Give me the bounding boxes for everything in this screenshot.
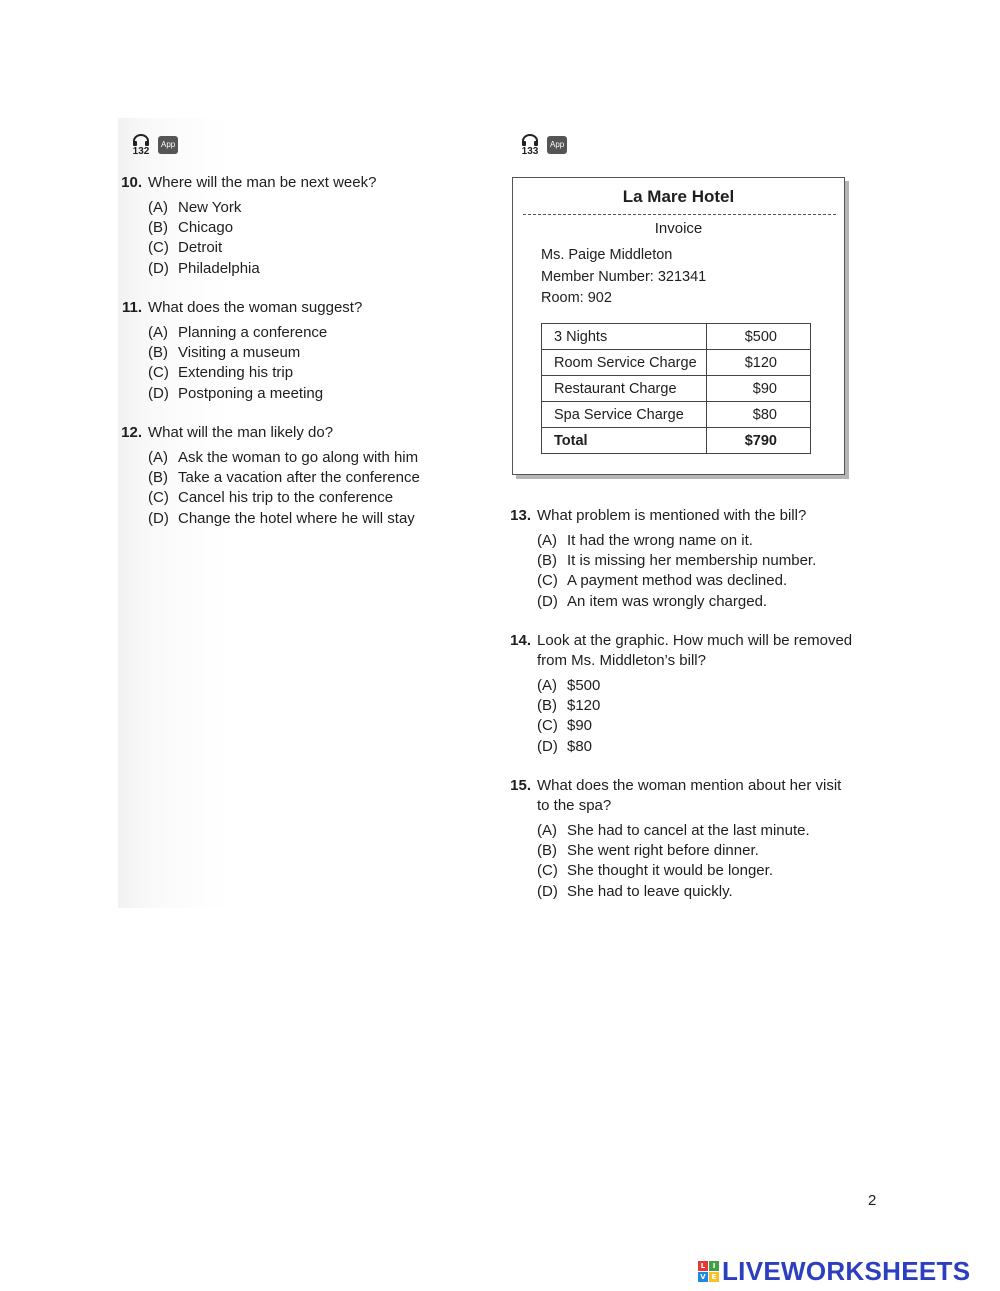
audio-track-left[interactable]: [130, 134, 178, 157]
audio-track-right[interactable]: [519, 134, 567, 157]
table-row: Room Service Charge $120: [542, 350, 811, 376]
question-text-cont: from Ms. Middleton’s bill?: [537, 652, 706, 669]
answer-option[interactable]: (D) An item was wrongly charged.: [537, 592, 768, 610]
answer-option[interactable]: (D) Philadelphia: [148, 259, 260, 277]
app-badge: App: [547, 136, 567, 154]
answer-option[interactable]: (C) A payment method was declined.: [537, 572, 788, 590]
answer-option[interactable]: (C) Cancel his trip to the conference: [148, 489, 394, 507]
answer-option[interactable]: (C) $90: [537, 717, 593, 735]
answer-option[interactable]: (D) Postponing a meeting: [148, 384, 324, 402]
question-number: 11.: [121, 299, 142, 316]
answer-option[interactable]: (D) $80: [537, 737, 593, 755]
total-row: Total $790: [542, 428, 811, 454]
answer-option[interactable]: (A) Planning a conference: [148, 324, 328, 341]
answer-option[interactable]: (B) It is missing her membership number.: [537, 552, 817, 570]
answer-option[interactable]: (D) She had to leave quickly.: [537, 882, 733, 900]
invoice-guest-info: [541, 245, 706, 310]
brand-name: LIVEWORKSHEETS: [722, 1256, 971, 1286]
answer-option[interactable]: (A) New York: [148, 199, 242, 216]
answer-option[interactable]: (B) She went right before dinner.: [537, 842, 759, 860]
liveworksheets-logo[interactable]: [698, 1256, 970, 1287]
answer-option[interactable]: (B) Take a vacation after the conference: [148, 469, 420, 487]
headphones-icon: [132, 134, 150, 146]
answer-option[interactable]: (C) Extending his trip: [148, 364, 294, 382]
room-number: Room: 902: [541, 290, 612, 306]
question-text: Where will the man be next week?: [148, 174, 377, 191]
question-text: What will the man likely do?: [148, 424, 334, 441]
track-number: 133: [521, 146, 539, 157]
answer-option[interactable]: (B) $120: [537, 697, 601, 715]
question-12: [112, 423, 420, 529]
answer-option[interactable]: (A) She had to cancel at the last minute.: [537, 822, 810, 839]
answer-option[interactable]: (B) Chicago: [148, 219, 234, 237]
table-row: Spa Service Charge $80: [542, 402, 811, 428]
answer-option[interactable]: (A) $500: [537, 677, 601, 694]
table-row: Restaurant Charge $90: [542, 376, 811, 402]
question-number: 12.: [121, 424, 142, 441]
answer-option[interactable]: (A) It had the wrong name on it.: [537, 532, 753, 549]
question-number: 15.: [510, 777, 531, 794]
invoice-hotel-name: La Mare Hotel: [622, 187, 735, 206]
invoice-heading: Invoice: [654, 220, 703, 237]
question-text-cont: to the spa?: [537, 797, 612, 814]
question-number: 10.: [121, 174, 142, 191]
headphones-icon: [521, 134, 539, 146]
question-10: [112, 173, 376, 279]
question-text: What problem is mentioned with the bill?: [537, 507, 807, 524]
question-15: [501, 776, 841, 902]
logo-icon: L I V E: [698, 1261, 719, 1282]
dashed-divider: [523, 214, 836, 215]
answer-option[interactable]: (C) She thought it would be longer.: [537, 862, 773, 880]
question-11: [112, 298, 362, 404]
member-number: Member Number: 321341: [541, 268, 707, 285]
question-text: What does the woman mention about her visit: [537, 777, 842, 794]
question-14: [501, 631, 852, 757]
charges-table: [541, 323, 811, 454]
question-text: What does the woman suggest?: [148, 299, 363, 316]
app-badge: App: [158, 136, 178, 154]
question-13: [501, 506, 816, 612]
track-number: 132: [132, 146, 150, 157]
question-text: Look at the graphic. How much will be removed: [537, 632, 853, 649]
hotel-invoice: [512, 177, 845, 475]
answer-option[interactable]: (C) Detroit: [148, 239, 223, 257]
answer-option[interactable]: (A) Ask the woman to go along with him: [148, 449, 419, 466]
table-row: 3 Nights $500: [542, 324, 811, 350]
guest-name: Ms. Paige Middleton: [541, 247, 673, 263]
answer-option[interactable]: (D) Change the hotel where he will stay: [148, 509, 415, 527]
page-number: 2: [868, 1192, 877, 1209]
question-number: 14.: [510, 632, 531, 649]
answer-option[interactable]: (B) Visiting a museum: [148, 344, 301, 362]
question-number: 13.: [510, 507, 531, 524]
